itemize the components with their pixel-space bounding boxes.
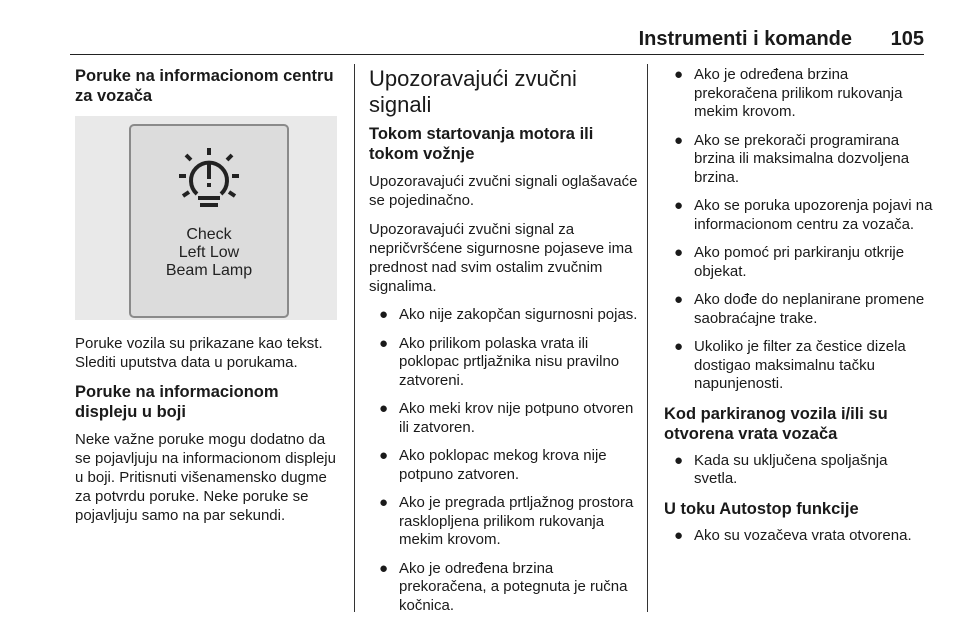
list-item: ● Ako se prekorači programirana brzina ili maksimalna dozvoljena brzina. [674, 131, 910, 186]
list-item: ● Ako su vozačeva vrata otvorena. [674, 526, 912, 544]
list-item: ● Ako pomoć pri parkiranju otkrije objekat. [674, 244, 905, 280]
column-divider [647, 64, 648, 612]
list-item: ● Ako dođe do neplanirane promene saobraćajne trake. [674, 291, 925, 327]
bullet-list [664, 452, 934, 489]
chapter-title: Upozoravajući zvučni signali [369, 66, 577, 117]
section-heading: Kod parkiranog vozila i/ili su otvorena vrata vozača [664, 404, 888, 443]
section-heading: Poruke na informacionom centru za vozača [75, 67, 334, 105]
running-title: Instrumenti i komande [638, 28, 852, 50]
paragraph: Upozoravajući zvučni signali oglašavaće se pojedinačno. [369, 173, 638, 209]
list-item: ● Ako poklopac mekog krova nije potpuno zatvoren. [379, 447, 607, 483]
bullet-list [369, 306, 639, 615]
bullet-list [664, 527, 934, 546]
section-heading: U toku Autostop funkcije [664, 499, 859, 518]
display-illustration [75, 116, 337, 320]
section-heading: Tokom startovanja motora ili tokom vožnje [369, 125, 594, 163]
page-number: 105 [890, 28, 924, 50]
display-line: Left Low [178, 244, 240, 261]
section-heading: Poruke na informacionom displeju u boji [75, 383, 279, 421]
list-item: ● Ako je određena brzina prekoračena, a potegnuta je ručna kočnica. [379, 559, 628, 614]
display-line: Beam Lamp [165, 262, 253, 279]
column-2 [369, 66, 639, 625]
column-1 [75, 66, 345, 535]
list-item: ● Ako meki krov nije potpuno otvoren ili zatvoren. [379, 400, 634, 436]
exterior-lamp-warning-icon [173, 144, 245, 212]
display-line: Check [186, 226, 232, 243]
paragraph: Upozoravajući zvučni signal za nepričvršćene sigurnosne pojaseve ima prednost nad svim ostalim zvučnim signalima. [369, 221, 633, 295]
list-item: ● Ako je određena brzina prekoračena prilikom rukovanja mekim krovom. [674, 66, 903, 120]
list-item: ● Ako je pregrada prtljažnog prostora rasklopljena prilikom rukovanja mekim krovom. [379, 494, 634, 548]
column-3 [664, 66, 934, 555]
list-item: ● Ako se poruka upozorenja pojavi na informacionom centru za vozača. [674, 197, 933, 233]
bullet-list [664, 66, 934, 394]
list-item: ● Ako prilikom polaska vrata ili poklopac prtljažnika nisu pravilno zatvoreni. [379, 334, 620, 389]
page-header [70, 28, 924, 55]
display-message [131, 226, 287, 280]
column-divider [354, 64, 355, 612]
paragraph: Neke važne poruke mogu dodatno da se pojavljuju na informacionom displeju u boji. Pritisnuti višenamensko dugme za potvrdu poruke. Neke poruke se pojavljuju samo na par sekundi. [75, 431, 336, 524]
list-item: ● Kada su uključena spoljašnja svetla. [674, 451, 888, 487]
list-item: ● Ako nije zakopčan sigurnosni pojas. [379, 306, 638, 323]
message-display [129, 124, 289, 318]
paragraph: Poruke vozila su prikazane kao tekst. Slediti uputstva data u porukama. [75, 335, 323, 371]
list-item: ● Ukoliko je filter za čestice dizela dostigao maksimalnu tačku napunjenosti. [674, 338, 906, 392]
